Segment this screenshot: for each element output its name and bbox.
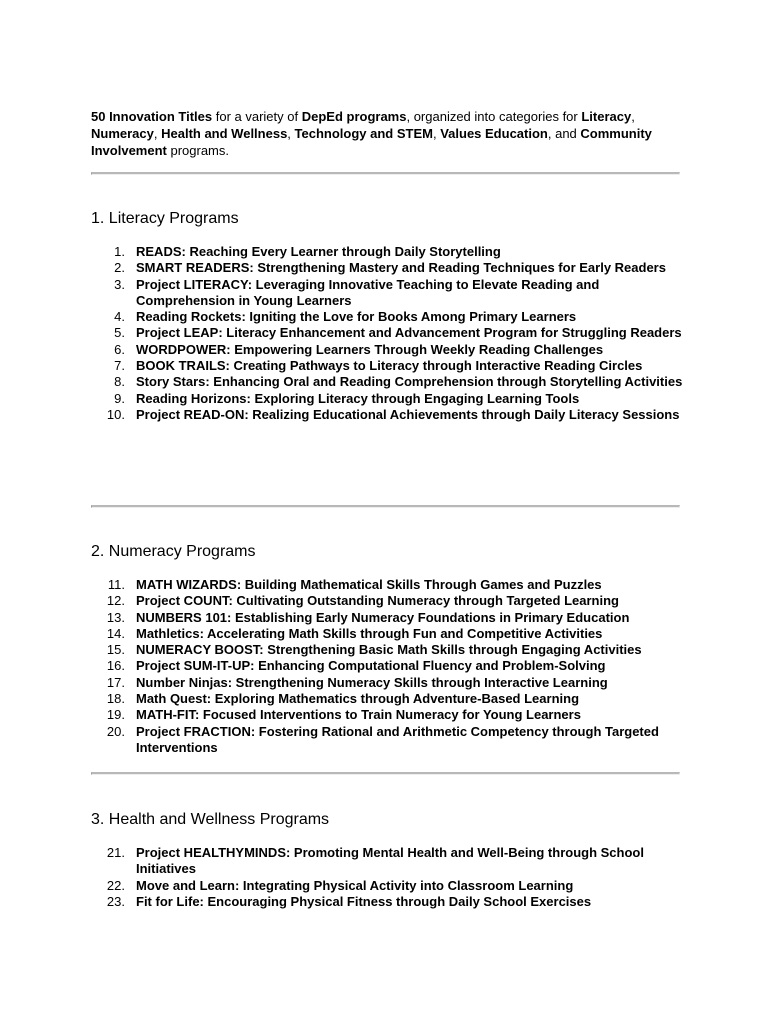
item-title: Project LEAP: Literacy Enhancement and Advancement Program for Struggling Readers [136,325,682,341]
item-number: 12. [106,593,125,609]
list-item [91,325,691,341]
list-item [91,878,691,894]
list-item [91,610,691,626]
intro-part: , organized into categories for [406,109,582,124]
item-number: 8. [114,374,125,390]
item-title: READS: Reaching Every Learner through Daily Storytelling [136,244,501,259]
item-title: Project COUNT: Cultivating Outstanding Numeracy through Targeted Learning [136,593,619,609]
item-title: Project HEALTHYMINDS: Promoting Mental Health and Well-Being through School Initiatives [136,845,644,877]
list-item [91,675,691,691]
intro-part: 50 Innovation Titles [91,109,213,124]
item-title: Project SUM-IT-UP: Enhancing Computational Fluency and Problem-Solving [136,658,606,674]
literacy-program-list [91,244,691,423]
list-item [91,244,691,260]
intro-part: , [631,109,635,124]
item-number: 6. [114,341,125,357]
item-title: Math Quest: Exploring Mathematics through Adventure-Based Learning [136,691,580,707]
item-title: Mathletics: Accelerating Math Skills through Fun and Competitive Activities [136,625,603,641]
item-title: Project LITERACY: Leveraging Innovative Teaching to Elevate Reading and Comprehension in Young Learners [136,276,600,308]
list-item [91,277,691,310]
item-number: 11. [107,577,125,592]
item-title: Project FRACTION: Fostering Rational and Arithmetic Competency through Targeted Interventions [136,723,659,755]
intro-part: , [432,126,441,141]
item-title: Project READ-ON: Realizing Educational Achievements through Daily Literacy Sessions [136,406,680,422]
list-item [91,894,691,910]
item-number: 1. [114,244,125,259]
intro-part: Literacy [581,109,632,124]
item-title: Reading Rockets: Igniting the Love for Books Among Primary Learners [136,309,577,325]
intro-part: Health and Wellness [161,126,288,141]
list-item [91,309,691,325]
section-heading-numeracy: 2. Numeracy Programs [91,543,256,560]
item-number: 5. [114,325,125,341]
health-wellness-program-list [91,845,691,910]
item-number: 16. [106,658,125,674]
list-item [91,358,691,374]
item-number: 19. [106,707,125,723]
item-title: BOOK TRAILS: Creating Pathways to Literacy through Interactive Reading Circles [136,358,643,374]
item-number: 23. [106,893,125,909]
item-number: 14. [106,625,125,641]
item-title: Fit for Life: Encouraging Physical Fitness through Daily School Exercises [136,893,592,909]
intro-part: , [287,126,295,141]
item-number: 15. [106,642,125,658]
item-title: Reading Horizons: Exploring Literacy through Engaging Learning Tools [136,390,580,406]
intro-part: for a variety of [212,109,302,124]
section-divider [91,505,680,508]
item-title: NUMERACY BOOST: Strengthening Basic Math Skills through Engaging Activities [136,642,642,658]
section-heading-health-wellness: 3. Health and Wellness Programs [91,811,330,828]
intro-paragraph [91,108,681,159]
intro-part: , [153,126,162,141]
intro-part: Community Involvement [91,126,652,158]
item-number: 17. [106,674,125,690]
item-number: 4. [114,309,125,325]
intro-part: Numeracy [91,126,154,141]
intro-part: Technology and STEM [294,126,433,141]
item-number: 7. [114,358,125,374]
intro-part: Values Education [440,126,548,141]
list-item [91,691,691,707]
item-number: 18. [106,691,125,707]
list-item [91,707,691,723]
section-divider [91,772,680,775]
item-number: 9. [114,390,125,406]
item-number: 3. [114,276,125,292]
item-number: 10. [106,406,125,422]
item-title: WORDPOWER: Empowering Learners Through Weekly Reading Challenges [136,341,604,357]
intro-part: , and [547,126,581,141]
section-divider [91,172,680,175]
list-item [91,374,691,390]
item-title: Story Stars: Enhancing Oral and Reading Comprehension through Storytelling Activities [136,374,683,390]
list-item [91,407,691,423]
list-item [91,260,691,276]
item-title: Number Ninjas: Strengthening Numeracy Skills through Interactive Learning [136,674,608,690]
list-item [91,845,691,878]
item-title: MATH-FIT: Focused Interventions to Train Numeracy for Young Learners [136,707,581,723]
list-item [91,658,691,674]
list-item [91,391,691,407]
item-number: 21. [106,845,125,860]
list-item [91,342,691,358]
item-title: NUMBERS 101: Establishing Early Numeracy Foundations in Primary Education [136,609,630,625]
list-item [91,724,691,757]
list-item [91,577,691,593]
list-item [91,642,691,658]
list-item [91,626,691,642]
item-title: MATH WIZARDS: Building Mathematical Skills Through Games and Puzzles [136,577,602,592]
item-number: 2. [114,260,125,276]
item-title: Move and Learn: Integrating Physical Activity into Classroom Learning [136,877,574,893]
item-number: 20. [106,723,125,739]
item-title: SMART READERS: Strengthening Mastery and Reading Techniques for Early Readers [136,260,666,276]
intro-part: programs. [166,143,229,158]
item-number: 13. [106,609,125,625]
intro-part: DepEd programs [301,109,407,124]
list-item [91,593,691,609]
section-heading-literacy: 1. Literacy Programs [91,210,239,227]
numeracy-program-list [91,577,691,756]
item-number: 22. [106,877,125,893]
